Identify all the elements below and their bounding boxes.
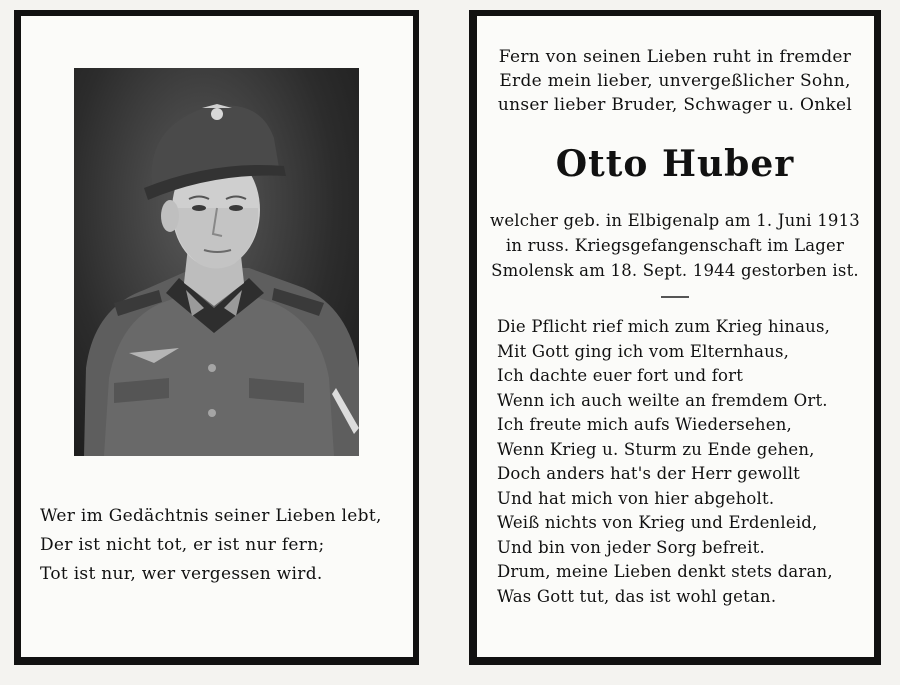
poem-line: Ich freute mich aufs Wiedersehen, [497, 415, 792, 434]
poem-line: Und bin von jeder Sorg befreit. [497, 537, 765, 557]
card-border-bottom [14, 657, 419, 665]
intro-line: Erde mein lieber, unvergeßlicher Sohn, [499, 71, 851, 91]
intro-line: unser lieber Bruder, Schwager u. Onkel [497, 95, 853, 115]
verse-line: Der ist nicht tot, er ist nur fern; [40, 535, 325, 555]
poem-line: Wenn Krieg u. Sturm zu Ende gehen, [497, 439, 815, 459]
section-divider [661, 296, 689, 298]
deceased-name: Otto Huber [555, 143, 795, 185]
card-border-right [413, 10, 419, 665]
dates-line: in russ. Kriegsgefangenschaft im Lager [505, 236, 845, 255]
poem-line: Mit Gott ging ich vom Elternhaus, [497, 341, 790, 361]
poem-line: Ich dachte euer fort und fort [497, 366, 744, 385]
card-border-left [14, 10, 21, 665]
verse-line: Wer im Gedächtnis seiner Lieben lebt, [40, 506, 382, 526]
memorial-poem [497, 315, 867, 609]
card-border-top [469, 10, 881, 16]
intro-line: Fern von seinen Lieben ruht in fremder [498, 47, 852, 67]
dates-line: welcher geb. in Elbigenalp am 1. Juni 1913 [490, 211, 860, 230]
life-dates-text [469, 208, 881, 283]
soldier-portrait-photo [74, 68, 359, 456]
left-memorial-verse [40, 502, 400, 589]
poem-line: Weiß nichts von Krieg und Erdenleid, [497, 513, 818, 532]
intro-text [469, 45, 881, 117]
card-border-bottom [469, 657, 881, 665]
poem-line: Doch anders hat's der Herr gewollt [497, 464, 801, 483]
card-border-top [14, 10, 419, 16]
right-memorial-card [469, 10, 881, 665]
poem-line: Was Gott tut, das ist wohl getan. [497, 586, 777, 606]
poem-line: Und hat mich von hier abgeholt. [497, 488, 775, 508]
poem-line: Drum, meine Lieben denkt stets daran, [497, 562, 833, 581]
left-memorial-card [14, 10, 419, 665]
poem-line: Die Pflicht rief mich zum Krieg hinaus, [497, 317, 831, 336]
poem-line: Wenn ich auch weilte an fremdem Ort. [497, 390, 828, 410]
verse-line: Tot ist nur, wer vergessen wird. [40, 564, 323, 584]
dates-line: Smolensk am 18. Sept. 1944 gestorben ist. [491, 261, 859, 280]
portrait-illustration [74, 68, 359, 456]
